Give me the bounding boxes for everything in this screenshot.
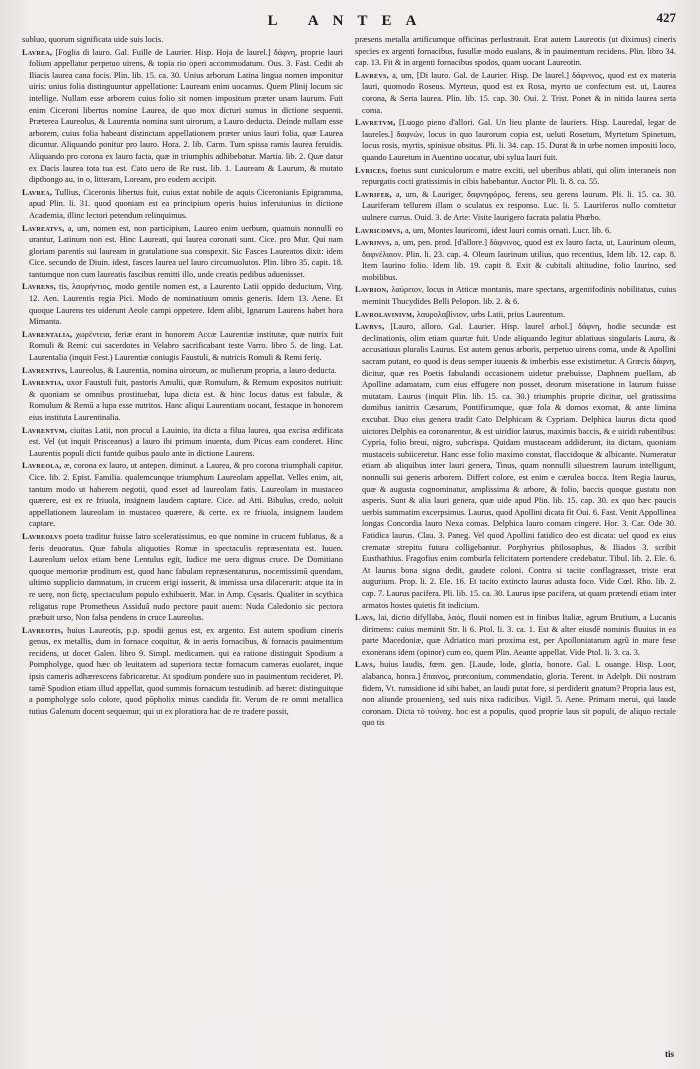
- dictionary-entry: [22, 460, 343, 530]
- running-header: [22, 10, 676, 32]
- entry-headword: Lavricomvs,: [355, 225, 403, 235]
- dictionary-entry: [355, 225, 676, 237]
- entry-headword: Lavrentivs,: [22, 365, 68, 375]
- entry-text: a, um, [Di lauro. Gal. de Laurier. Hisp. De laurel.] δάφνινος, quod est ex materia lauri, quomodo Roseus. Myrteus, quod est ex Rosa, myrto ue confectum est. ut, Laurea corona, & Serta laurea. Plin. lib. 15. cap. 30. Oui. 2. Trist. Ponet & in nitida laurea serta coma.: [362, 70, 676, 115]
- entry-text: poeta traditur fuisse latro sceleratissimus, eo que nomine in crucem fublatus, & a feris deuoratus. Quæ fabula aliquoties Romæ in spectaculis repræsentata est. Iuuen. Laureolum uelox etiam bene Lentulus egit, Iudice me uera dignus cruce. De Domitiano quoque memoriæ proditum est, quod hanc fabulam repræsentaturus, nocentissimū quendam, ultimo supplicio damnatum, in crucem erigi iusserit, & immissa ursa dilacerarit: atque ita in re uerę, non fictę, spectaculum populo exhibuerit. Mar. in Amp. Cęsaris. Qualiter in scythica religatus rupe Prometheus Assiduâ nudo pectore pauit auem: Nuda Caledonio sic pectora præbuit urso, Non falsa pendens in cruce Laureolus.: [29, 531, 343, 623]
- entry-headword: Lavrifer,: [355, 189, 392, 199]
- dictionary-entry: [355, 284, 676, 307]
- entry-text: a, um, Montes lauricomi, idest lauri comis ornati. Lucr. lib. 6.: [404, 225, 612, 235]
- entry-text: lai, dictio difyllaba, λαός, fluuii nomen est in finibus Italiæ, agrum Brutium, a Lucanis dirimens: cuius meminit Str. li 6. Ptol. li. 3. ca. 1. Est & alter eiusdē nominis fluuius in ea parte Macedoniæ, quæ Adriatico mari proxima est, per Apolloniatarum agrū in mare fese exonerans idem (opinor) cum eo, quem Plin. Aeante appellat. Vide Ptol. li. 3. ca. 3.: [362, 613, 676, 657]
- dictionary-entry: [355, 189, 676, 224]
- entry-headword: Lavreatvs,: [22, 223, 65, 233]
- entry-headword: Lavrens,: [22, 282, 56, 292]
- entry-headword: Lavrolavinivm,: [355, 309, 415, 319]
- page-number: 427: [656, 10, 676, 25]
- dictionary-entry: [22, 425, 343, 460]
- entry-headword: Lavreola,: [22, 461, 62, 471]
- dictionary-entry: [22, 47, 343, 186]
- dictionary-entry: [355, 34, 676, 69]
- left-column: [22, 34, 343, 730]
- entry-text: [Foglia di lauro. Gal. Fuille de Laurier. Hisp. Hoja de laurel.] δάφνη, proprie lauri folium appellatur perpetuo uirens, & topia rio operi accommodatum. Ous. 3. Fast. Cedit ab Iliacis laurea cana focis. Plin. lib. 15. ca. 30. Unius arborum Latina lingua nomen imponitur uiris: unius folia distinguuntur appellatione: Lauream enim uocamus. Quem Plinij locum sic intellige. Nullam esse arborem cuius folio sit nomen impositum præter unam laurum. Fuit enim Ciceroni libertus nomine Laurea, de quo mox dicturi sumus in dictione sequenti. Præterea Laureolus, & Laurentia nomina sunt uirorum, a Lauro deducta. Deinde nullam esse arborem, cuius folia habeant distinctam appellationem præter unius lauri folia, quæ Laurea dicuntur. Aliquando ponitur pro lauro. Hora. 2. lib. Carm. Tum spissa ramis laurea feruidis. Aliquando pro corona ex lauro facta, quæ in triumphis adhibebatur. Martia. lib. 2. Quæ datur ex Dacis laurea tota tua est. Cato uero de Re rust. lib. 1. Lauream & Laurum, & mutato dipthongo au, in o, litteram, Loream, pro eodem accipit.: [29, 47, 343, 185]
- entry-headword: Lavretvm,: [355, 118, 396, 128]
- dictionary-entry: [22, 365, 343, 377]
- entry-headword: Lavrinvs,: [355, 238, 392, 248]
- dictionary-entry: [22, 281, 343, 327]
- entry-text: foetus sunt cuniculorum e matre exciti, uel uberibus ablati, qui olim interaneis non repurgatis cocti gratissimis in cibis habebantur. Auctor Pli. li. 8. ca. 55.: [362, 165, 677, 187]
- entry-headword: Lavs,: [355, 613, 376, 623]
- entry-text: a, um, & Lauriger, δαφνηφόρος, ferens, seu gerens laurum. Pli. li. 15. ca. 30. Lauriferam tellurem illam o sculatus ex responso. Luc. li. 5. Lauriferos nullo comitetur uulnere currus. Ouid. 3. de Arte: Visite laurigero facrata palatia Phœbo.: [362, 189, 676, 222]
- entry-text: λαυρολαβίνιον, urbs Latii, prius Laurentum.: [416, 309, 566, 319]
- dictionary-entry: [355, 659, 676, 729]
- entry-headword: Lavrevs,: [355, 70, 389, 80]
- entry-text: χωρέντεια, feriæ erant in honorem Accæ Laurentiæ institutæ, quæ nutrix fuit Romuli & Remi: cui sacerdotes in Velabro sacrificabant teste Varro. libro 5. de ling. Lat. Laurentalia (inquit Fest.) Laurentiæ coniugis Faustuli, & nutricis Romuli & Remi ferię.: [29, 329, 344, 363]
- entry-text: a, um, nomen est, non participium, Laureo enim uerbum, quamuis nonnulli eo urantur, Latinum non est. Hinc Laureati, qui laurea coronati sunt. Cice. pro Mur. Qui nam gloriam parentis sui lauream in gratulatione sua conspexit. Sic Fasces Laureatos dixit: idem Cice. secundo de Diuin. idest, fasces laurea uel lauro circumuolutos. Plin. libro 35. capit. 18. tantumque non cum laureatis fascibus remitti illo, unde creatis pedibus aduenisset.: [29, 223, 343, 279]
- entry-headword: Lavrentalia,: [22, 329, 73, 339]
- running-title: L ANTEA: [267, 12, 431, 29]
- entry-headword: Lavrea,: [22, 187, 53, 197]
- entry-text: [Lauro, alloro. Gal. Laurier. Hisp. laurel arbol.] δάφνη, hodie secundæ est declinationis, olim etiam quartæ fuit. Unde aliquando legitur ablatiuus singularis Lauru, & accusatiuus pluralis Laurus. Est autem genus arboris, perpetuo uirens coma, unde & Apollini sacram putant, eo quod is deus semper iuuenis & imberbis esse existimetur. A Græcis δάφνη, dicitur, quæ res Poetis fabulandi occasionem uidetur præbuisse, Daphnem puellam, ab Apolline adamatam, cum eius effugere non posset, deorum miseratione in laurum fuisse mutatam. Laurus (inquit Plin. lib. 15. ca. 30.) triumphis proprie dicitur, uel gratissima domibus ianitrix Cæsarum, Pontificumque, quæ fola & domos exornat, & ante limina excubat. Duo eius genera tradit Cato Delphicam & Cypriam. Delphica laurus dicta quod uictores Delphis ea coronarentur, & est uiridior laurus, maximis baccis, & e uiridi rubentibus: Cypria, folio breui, nigro, subcrispa. Quidam mustaceam addiderunt, ita dictam, quoniam mustaceis subiiceretur. Hanc esse folio maximo constat, flaccidoque & albicante. Numeratur etiam ab aliquibus inter lauri genera, Tinus, quam nonnulli siluestrem laurum intelligunt, nonnulli sui generis arborem. Differt colore, est enim e cærulea bocca. Item Regia laurus, quæ & augusta cognominatur, amplissima & arbore, & folio, baccis quoque gustatu non asperis. Sunt & alia lauri genera, quæ uide apud Plin. lib. 15. cap. 30. ex quo hæc paucis uerbis summatim excerpsimus. Laurus, quod Apollini dicata fit Oui. 6. Fast. Venit Appollinea longas Concordia lauro Nexa comas. Delphica lauro comam cingere. Hor. 3. Car. Ode 30. Fatidica laurus. Clau. 3. Paneg. Vel quod Apollini fatidico deo est dicata: uel quod ex eius crematæ strepitu futura colligebantur. Porphyrius philosophus, & Iliados 3. scribit Eusthathius. Fragofius enim comburla felicitatem portendere credebatur. Tibul. lib. 2. Ele. 6. At laurus bona signa dedit, gaudete coloni. Contra si tacite conflagrasset, triste erat augurium. Prop. li. 2. Ele. 16. Et tacito extincto laurus adusta foco. Vide Cœl. Rho. lib. 2. cap. 7. Laurus pacifera. Pli. lib. 15. ca. 30. Laurus ipse pacifera, ut quam prætendi etiam inter armatos hostes quietis fit indicium.: [362, 322, 676, 610]
- entry-headword: Lavrvs,: [355, 322, 385, 332]
- entry-text: [Luogo pieno d'allori. Gal. Un lieu plante de lauriers. Hisp. Lauredal, legar de laureles.] δαφνών, locus in quo laurorum copia est, ueluti Rosetum, Myrtetum Spinetum, locus rosis, myrtis, spinisue obsitus. Pli. li. 34. cap. 15. Durat & in urbe nomen impositi loco, quando Lauretum in Auentino uocatur, ubi sylua lauri fuit.: [362, 118, 676, 162]
- entry-headword: Lavs,: [355, 660, 376, 670]
- entry-text: tis, λαυρήντιος, modo gentile nomen est, a Laurento Latii oppido deductum, Virg. 12. Aen. Laurentis regia Pici. Modo de nominatiuum omnis generis. Idem 13. Aene. Et quoque Laurens tes uiderunt Aeole campi oppetere. Idem alibi, Ignarum Laurens habet hora Mimanta.: [29, 282, 343, 327]
- dictionary-entry: [355, 117, 676, 163]
- entry-text: uxor Faustuli fuit, pastoris Amulii, quæ Romulum, & Remum expositos nutriuit: & quoniam se omnibus prostituebat, lupa dicta est. & hinc locus datus est fabulæ, & Romulum & Remū a lupa esse nutritos. Hanc aliqui Laurentiam uocant, festaque in honorem eius instituta Laurentinalia.: [29, 378, 343, 422]
- entry-text: subluo, quorum significata uide suis locis.: [22, 35, 164, 44]
- entry-text: ciuitas Latii, non procul a Lauinio, ita dicta a filua laurea, qua excisa ædificata est. Vel (ut inquit Prisceanus) a lauro ibi primum inuenta, dum Picus eam conderet. Hinc Laurentis populi dicti funtde quibus paulo ante in dictione Laurens.: [29, 425, 344, 458]
- entry-text: Laureolus, & Laurentia, nomina uirorum, ac mulierum propria, a lauro deducta.: [69, 365, 337, 375]
- dictionary-entry: [22, 187, 343, 222]
- dictionary-entry: [22, 223, 343, 281]
- entry-text: æ, corona ex lauro, ut antepen. diminut. a Laurea, & pro corona triumphali capitur. Cice. lib. 2. Epist. Familia. qualemcunque triumphum Laureolam appellat. Velles enim, ait, tantum modo ut haberem negotii, quod esset ad laureolam fatis. Laureolam in mustaceo quærere, est ex re friuola, insignem laudem captare. Cice. ad Atti. Bibulus, credo, uoluit appellationem laureolam in mustaceo quærere, & certe. ex re friuola, insignem laudem captare.: [29, 461, 344, 529]
- dictionary-entry: [355, 70, 676, 116]
- dictionary-entry: [22, 377, 343, 423]
- entry-headword: Lavrentia,: [22, 378, 64, 388]
- catchword: tis: [665, 1049, 674, 1059]
- entry-text: Tullius, Ciceronis libertus fuit, cuius extat nobile de aquis Ciceronianis Epigramma, apud Plin. li. 31. quod quoniam est ea principium operis huius inferuiunius in dictione Academia, illinc lectori petendum relinquimus.: [29, 187, 343, 220]
- entry-headword: Lavreolvs: [22, 531, 63, 541]
- dictionary-entry: [355, 237, 676, 283]
- two-column-body: [22, 34, 676, 730]
- entry-text: præsens metalla artificumque officinas perlustrauit. Erat autem Laureotis (ut diximus) cineris species ex argenti fornacibus, fusullæ modo eualans, & in pauimentum recidens. Plin. libro 34. cap. 13. Fit & in argenti fornacibus spodos, quam uocant Laureotin.: [355, 35, 676, 68]
- entry-headword: Lvrices,: [355, 165, 388, 175]
- entry-headword: Lavrea,: [22, 47, 53, 57]
- dictionary-entry: [355, 321, 676, 611]
- entry-text: a, um, pen. prod. [d'allore.] δάφνινος, quod est ex lauro facta, ut, Laurinum oleum, δαφνέλαιον. Plin. li. 23. cap. 4. Oleum laurinum utilius, quo recentius, Idem lib. 12. cap. 8. Item laurino folio. Idem lib. 19. capit 8. Exit & cubitali altitudine, folio laurino, sed mobilibus.: [362, 238, 677, 282]
- entry-text: λαύρειον, locus in Atticæ montanis, mare spectans, argentifodinis nobilitatus, cuius meminit Thucydides Belli Pelopon. lib. 2. & 6.: [362, 285, 676, 307]
- dictionary-entry: [22, 34, 343, 46]
- dictionary-entry: [22, 329, 343, 364]
- dictionary-entry: [355, 612, 676, 658]
- dictionary-entry: [22, 531, 343, 624]
- entry-headword: Lavrion,: [355, 285, 389, 295]
- entry-headword: Lavrentvm,: [22, 425, 68, 435]
- dictionary-entry: [22, 625, 343, 718]
- dictionary-entry: [355, 309, 676, 321]
- entry-text: huius Laureotis, p.p. spodii genus est, ex argento. Est autem spodium cineris genus, ex metallis, dum in fornace coquitur, & in aeris fornacibus, & fornacis pauimentum recidens, ut docet Galen. libro 9. Simpl. medicamen. qui ea ratione distinguit Spodium a Pompholyge, quod hæc ob leuitatem ad superiora tectæ fornacum cameras euolaret, inque ipsis cameris adhærescens fabricaretur. At spodium pondere suo in pauimentum recideret. Pl. tamē Spodion etiam illud appellat, quod summis fornacum testudinib. ad hæret: distinguitque a pompholyge solo colore, quod pōpholix minus candida fit. Verum de re omni metallica tutius Galenum docent sequemur, qui ut ex ploratiora hac de re tradere possit,: [29, 625, 343, 716]
- right-column: [355, 34, 676, 730]
- entry-headword: Lavreotis,: [22, 625, 64, 635]
- dictionary-entry: [355, 165, 676, 188]
- entry-text: huius laudis, fœm. gen. [Laude, lode, gloria, honore. Gal. L ouange. Hisp. Loor, alabanca, honra.] ἔπαινος, præconium, commendatio, gloria. Terent. in Adelph. Dii nostram fidem, Vt. rumsidione id sibi habet, an laudi putat fore, si perdiderit gnatum? Propria laus est, non aliunde prouenienȝ, sed suis nixa radicibus. Vigil. 5. Aene. Primam merui, qui laude coronam. Dicta τò τούναχ. hoc est a populis, quod proprie laus sit populi, de aliquo rectale quo tis: [362, 660, 677, 728]
